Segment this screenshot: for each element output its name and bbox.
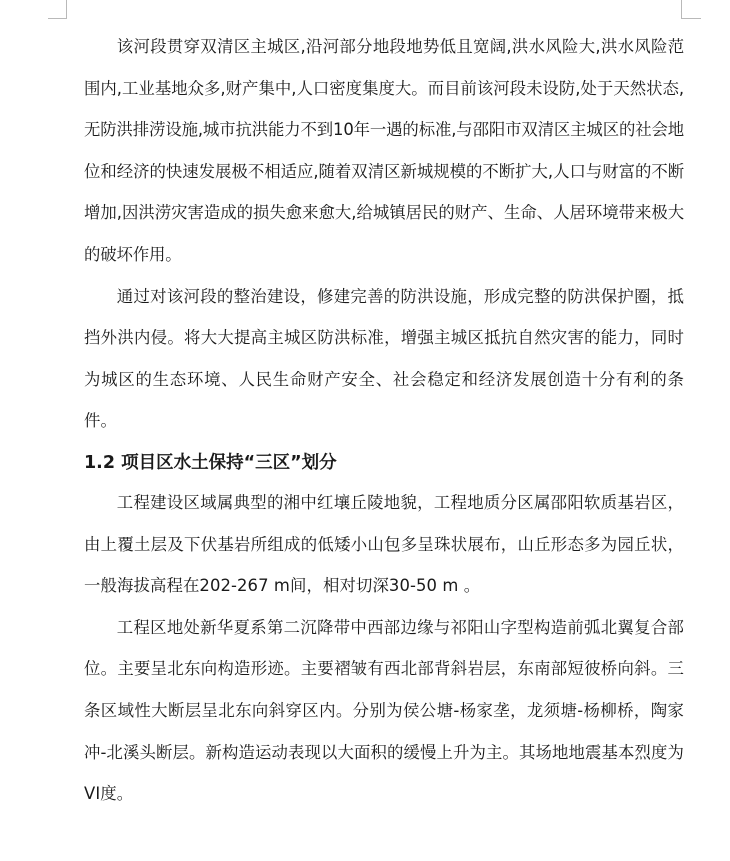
crop-mark-top-right-vertical [681,0,682,18]
paragraph-flood-risk: 该河段贯穿双清区主城区,沿河部分地段地势低且宽阔,洪水风险大,洪水风险范围内,工业基地众多,财产集中,人口密度集度大。而目前该河段未设防,处于天然状态,无防洪排涝设施,城市抗洪能力不到10年一遇的标准,与邵阳市双清区主城区的社会地位和经济的快速发展极不相适应,随着双清区新城规模的不断扩大,人口与财富的不断增加,因洪涝灾害造成的损失愈来愈大,给城镇居民的财产、生命、人居环境带来极大的破坏作用。 [84,37,684,264]
paragraph-flood-control-benefits: 通过对该河段的整治建设，修建完善的防洪设施，形成完整的防洪保护圈，抵挡外洪内侵。将大大提高主城区防洪标准，增强主城区抵抗自然灾害的能力，同时为城区的生态环境、人民生命财产安全、社会稳定和经济发展创造十分有利的条件。 [84,286,684,431]
crop-mark-top-left-horizontal [48,18,67,19]
crop-mark-top-right-horizontal [681,18,701,19]
section-heading: 1.2 项目区水土保持“三区”划分 [84,452,337,473]
paragraph-landform: 工程建设区域属典型的湘中红壤丘陵地貌，工程地质分区属邵阳软质基岩区，由上覆土层及下伏基岩所组成的低矮小山包多呈珠状展布，山丘形态多为园丘状，一般海拔高程在202-267 m间，相对切深30-50 m 。 [84,492,684,596]
document-page [84,26,684,815]
paragraph-geology: 工程区地处新华夏系第二沉降带中西部边缘与祁阳山字型构造前弧北翼复合部位。主要呈北东向构造形迹。主要褶皱有西北部背斜岩层，东南部短彼桥向斜。三条区域性大断层呈北东向斜穿区内。分别为侯公塘-杨家垄，龙须塘-杨柳桥，陶家冲-北溪头断层。新构造运动表现以大面积的缓慢上升为主。其场地地震基本烈度为VI度。 [84,617,684,804]
crop-mark-top-left-vertical [66,0,67,18]
